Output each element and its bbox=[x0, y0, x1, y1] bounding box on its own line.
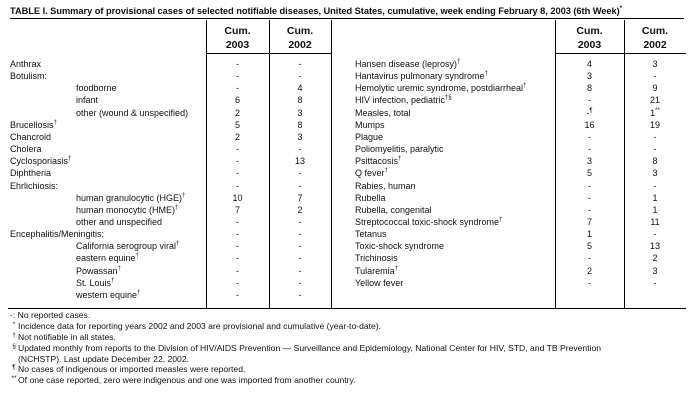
footnote-mark: † bbox=[175, 204, 179, 211]
disease-name: Botulism: bbox=[10, 71, 48, 82]
value-text: 1 bbox=[586, 229, 592, 240]
cum-2002-value bbox=[624, 94, 686, 106]
disease-label bbox=[355, 131, 383, 143]
disease-name: Tetanus bbox=[355, 229, 387, 240]
disease-name: Yellow fever bbox=[355, 277, 404, 288]
footnote bbox=[10, 375, 356, 385]
disease-label bbox=[355, 94, 452, 106]
cum-2003-value: 2 bbox=[234, 107, 240, 118]
footnote-mark: ¶ bbox=[589, 107, 593, 114]
footnote-mark: § bbox=[12, 343, 16, 350]
cum-2003-value bbox=[555, 192, 624, 204]
table-row bbox=[0, 204, 696, 216]
disease-name: Poliomyelitis, paralytic bbox=[355, 144, 444, 155]
cum-2003-value: - bbox=[236, 156, 239, 167]
table-row bbox=[0, 94, 696, 106]
table-row bbox=[0, 265, 696, 277]
cum-2003-value bbox=[555, 58, 624, 70]
footnote bbox=[10, 321, 381, 331]
footnote-mark: † bbox=[523, 83, 527, 90]
disease-name: Cyclosporiasis bbox=[10, 156, 69, 167]
disease-name: Streptococcal toxic-shock syndrome bbox=[355, 216, 500, 227]
cum-2003-value: - bbox=[236, 71, 239, 82]
footnote-mark: † bbox=[499, 216, 503, 223]
disease-name: infant bbox=[76, 95, 99, 106]
disease-name: Ehrlichiosis: bbox=[10, 180, 59, 191]
disease-name: Plague bbox=[355, 131, 384, 142]
disease-label bbox=[355, 58, 460, 70]
table-row bbox=[0, 216, 696, 228]
disease-label bbox=[355, 228, 387, 240]
footnote-text: Of one case reported, zero were indigenous and one was imported from another country. bbox=[18, 374, 356, 385]
cum-2002-value: - bbox=[298, 253, 302, 264]
disease-name: Q fever bbox=[355, 168, 385, 179]
disease-name: other and unspecified bbox=[76, 216, 163, 227]
cum-2002-value: 13 bbox=[294, 156, 305, 167]
disease-name: Toxic-shock syndrome bbox=[355, 241, 445, 252]
cum-2002-value: 8 bbox=[297, 119, 303, 130]
footnote-text: Updated monthly from reports to the Division of HIV/AIDS Prevention — Surveillance and Epidemiology, National Center for HIV, STD, and TB Prevention bbox=[18, 343, 602, 353]
cum-2003-value: - bbox=[236, 216, 239, 227]
footnote-mark: † bbox=[53, 119, 57, 126]
table-row bbox=[0, 131, 696, 143]
disease-name: Diphtheria bbox=[10, 168, 52, 179]
cum-2002-value bbox=[624, 167, 686, 179]
disease-name: foodborne bbox=[76, 83, 117, 94]
table-row bbox=[0, 70, 696, 82]
value-text: 3 bbox=[652, 265, 658, 276]
table-row bbox=[0, 192, 696, 204]
value-text: 3 bbox=[652, 168, 658, 179]
table-row bbox=[0, 119, 696, 131]
footnote-text: No cases of indigenous or imported measles were reported. bbox=[18, 364, 246, 374]
footnote-mark: † bbox=[117, 265, 121, 272]
disease-name: Powassan bbox=[76, 265, 118, 276]
cum-2003-value: - bbox=[236, 253, 239, 264]
value-text: 19 bbox=[649, 119, 660, 130]
footnote-text: Incidence data for reporting years 2002 and 2003 are provisional and cumulative (year-to-date). bbox=[18, 321, 382, 331]
cum-2003-value bbox=[555, 70, 624, 82]
header-rule-left bbox=[206, 53, 331, 54]
cum-2003-value bbox=[555, 82, 624, 94]
disease-name: Hantavirus pulmonary syndrome bbox=[355, 71, 485, 82]
disease-label bbox=[355, 155, 401, 167]
cum-2002-value bbox=[624, 107, 686, 119]
header-year: 2002 bbox=[288, 39, 312, 51]
cum-2002-value: - bbox=[298, 216, 302, 227]
value-text: - bbox=[588, 204, 591, 215]
header-year: 2003 bbox=[577, 39, 602, 51]
cum-2003-value: - bbox=[236, 277, 239, 288]
table-row bbox=[0, 167, 696, 179]
disease-label bbox=[355, 119, 385, 131]
header-year: 2002 bbox=[643, 39, 667, 51]
cum-2002-value: - bbox=[298, 289, 302, 300]
footnote-mark: † bbox=[182, 192, 186, 199]
header-cum-2003-left bbox=[206, 24, 269, 52]
cum-2003-value bbox=[555, 204, 624, 216]
disease-name: human monocytic (HME) bbox=[76, 204, 176, 215]
cum-2003-value: 5 bbox=[234, 119, 240, 130]
cum-2002-value: 8 bbox=[297, 95, 303, 106]
disease-name: California serogroup viral bbox=[76, 241, 177, 252]
footnote-mark: † bbox=[394, 265, 399, 272]
table-row bbox=[0, 240, 696, 252]
value-text: - bbox=[588, 95, 591, 106]
cum-2002-value bbox=[624, 240, 686, 252]
cum-2003-value: - bbox=[236, 144, 239, 155]
value-text: 2 bbox=[652, 253, 658, 264]
footnote-text: No reported cases. bbox=[15, 310, 91, 320]
footnote-mark: † bbox=[68, 156, 72, 163]
table-title-text: TABLE I. Summary of provisional cases of selected notifiable diseases, United States, cumulative, week ending February 8, 2003 (6th Week) bbox=[10, 6, 620, 16]
value-text: 5 bbox=[586, 241, 592, 252]
value-text: - bbox=[588, 192, 591, 203]
cum-2002-value bbox=[624, 216, 686, 228]
footnote-mark: † bbox=[457, 59, 461, 65]
value-text: 1 bbox=[650, 107, 656, 118]
table-row bbox=[0, 143, 696, 155]
value-text: 8 bbox=[652, 156, 658, 167]
disease-label bbox=[355, 216, 502, 228]
header-cum-2003-right bbox=[555, 24, 624, 52]
cum-2003-value: - bbox=[236, 265, 239, 276]
disease-name: Hemolytic uremic syndrome, postdiarrheal bbox=[355, 83, 524, 94]
value-text: - bbox=[653, 229, 657, 240]
cum-2003-value bbox=[555, 155, 624, 167]
header-cum-2002-left bbox=[269, 24, 331, 52]
table-title bbox=[10, 6, 684, 19]
cum-2002-value bbox=[624, 143, 686, 155]
cum-2002-value: - bbox=[298, 59, 302, 69]
disease-label bbox=[355, 107, 411, 119]
title-footnote-mark: * bbox=[619, 5, 622, 12]
disease-name: Cholera bbox=[10, 144, 42, 155]
value-text: 3 bbox=[652, 59, 658, 69]
cum-2002-value: 2 bbox=[297, 204, 303, 215]
disease-name: Psittacosis bbox=[355, 156, 399, 167]
cum-2002-value bbox=[624, 58, 686, 70]
table-row bbox=[0, 180, 696, 192]
value-text: - bbox=[588, 131, 591, 142]
disease-name: Encephalitis/Meningitis: bbox=[10, 229, 105, 240]
value-text: - bbox=[653, 277, 657, 288]
cum-2002-value: 7 bbox=[297, 192, 303, 203]
disease-name: Mumps bbox=[355, 119, 385, 130]
cum-2003-value: - bbox=[236, 289, 239, 300]
disease-label bbox=[355, 143, 444, 155]
disease-label bbox=[355, 240, 444, 252]
table-row bbox=[0, 107, 696, 119]
cum-2002-value bbox=[624, 252, 686, 264]
value-text: 16 bbox=[584, 119, 595, 130]
cum-2002-value bbox=[624, 155, 686, 167]
table-row bbox=[0, 277, 696, 289]
cum-2003-value bbox=[555, 119, 624, 131]
disease-name: Rubella bbox=[355, 192, 386, 203]
footnote bbox=[10, 332, 116, 342]
footnote-mark: † bbox=[111, 277, 115, 284]
table-row bbox=[0, 58, 696, 70]
cum-2002-value: 3 bbox=[297, 107, 303, 118]
footnote-mark: † bbox=[384, 168, 388, 175]
cum-2003-value bbox=[555, 252, 624, 264]
cum-2002-value: - bbox=[298, 168, 302, 179]
footnote-mark: ** bbox=[655, 107, 660, 114]
footnote-mark: †§ bbox=[445, 95, 452, 102]
value-text: - bbox=[653, 71, 657, 82]
disease-name: Trichinosis bbox=[355, 253, 398, 264]
cum-2003-value bbox=[555, 167, 624, 179]
disease-name: Chancroid bbox=[10, 131, 52, 142]
cum-2002-value: - bbox=[298, 241, 302, 252]
table-row bbox=[0, 155, 696, 167]
footnote-mark: † bbox=[12, 332, 16, 339]
value-text: 13 bbox=[649, 241, 660, 252]
disease-name: eastern equine bbox=[76, 253, 136, 264]
footnote-mark: ¶ bbox=[12, 364, 16, 371]
footnote bbox=[10, 343, 601, 353]
cum-2002-value: - bbox=[298, 180, 302, 191]
disease-label bbox=[355, 180, 416, 192]
disease-label bbox=[355, 277, 403, 289]
value-text: 7 bbox=[586, 216, 592, 227]
header-label: Cum. bbox=[286, 25, 314, 37]
cum-2003-value bbox=[555, 216, 624, 228]
table-bottom-rule bbox=[8, 308, 686, 309]
cum-2002-value bbox=[624, 228, 686, 240]
value-text: 9 bbox=[652, 83, 658, 94]
footnote-mark: † bbox=[398, 156, 402, 163]
cum-2003-value: - bbox=[236, 241, 239, 252]
disease-label bbox=[355, 70, 488, 82]
value-text: 11 bbox=[650, 216, 660, 227]
cum-2003-value: - bbox=[236, 168, 239, 179]
value-text: 8 bbox=[586, 83, 592, 94]
disease-name: other (wound & unspecified) bbox=[76, 107, 189, 118]
cum-2002-value bbox=[624, 131, 686, 143]
header-label: Cum. bbox=[224, 25, 251, 37]
cum-2003-value: - bbox=[236, 180, 239, 191]
value-text: 1 bbox=[652, 192, 658, 203]
cum-2003-value: - bbox=[236, 83, 239, 94]
value-text: - bbox=[586, 107, 590, 118]
footnote-text: (NCHSTP). Last update December 22, 2002. bbox=[18, 353, 190, 364]
footnote bbox=[10, 310, 90, 320]
cum-2003-value bbox=[555, 180, 624, 192]
value-text: 3 bbox=[586, 156, 592, 167]
table-row bbox=[0, 289, 340, 301]
cum-2003-value bbox=[555, 228, 624, 240]
cum-2002-value bbox=[624, 180, 686, 192]
cum-2003-value: 10 bbox=[232, 192, 243, 203]
cum-2002-value: - bbox=[298, 277, 302, 288]
disease-label bbox=[355, 204, 432, 216]
cum-2002-value bbox=[624, 204, 686, 216]
disease-name: Tularemia bbox=[355, 265, 395, 276]
value-text: 5 bbox=[586, 168, 592, 179]
value-text: 21 bbox=[649, 95, 660, 106]
disease-label bbox=[355, 167, 388, 179]
cum-2002-value: 4 bbox=[297, 83, 303, 94]
header-label: Cum. bbox=[576, 25, 603, 37]
disease-name: Measles, total bbox=[355, 107, 411, 118]
cum-2003-value: 6 bbox=[234, 95, 240, 106]
value-text: - bbox=[588, 277, 591, 288]
value-text: - bbox=[588, 144, 591, 155]
cum-2002-value bbox=[624, 70, 686, 82]
disease-name: human granulocytic (HGE) bbox=[76, 192, 183, 203]
cum-2002-value bbox=[624, 82, 686, 94]
cum-2002-value: - bbox=[298, 71, 302, 82]
footnote-mark: ** bbox=[11, 374, 17, 382]
footnote-mark: † bbox=[484, 71, 488, 78]
cum-2003-value bbox=[555, 265, 624, 277]
disease-label bbox=[355, 252, 398, 264]
header-rule-right bbox=[555, 53, 686, 54]
cum-2002-value: - bbox=[298, 144, 302, 155]
cum-2003-value bbox=[555, 277, 624, 289]
value-text: - bbox=[653, 144, 657, 155]
disease-name: western equine bbox=[76, 289, 138, 300]
footnote-mark: † bbox=[137, 289, 141, 296]
header-cum-2002-right bbox=[624, 24, 686, 52]
disease-name: Hansen disease (leprosy) bbox=[355, 59, 458, 69]
footnote-mark: † bbox=[135, 253, 139, 260]
cum-2003-value: 2 bbox=[234, 131, 240, 142]
cum-2003-value bbox=[555, 143, 624, 155]
disease-label bbox=[76, 289, 140, 301]
footnote bbox=[10, 364, 245, 374]
value-text: 1 bbox=[652, 204, 658, 215]
footnote bbox=[10, 354, 189, 364]
disease-name: Brucellosis bbox=[10, 119, 54, 130]
cum-2002-value: 3 bbox=[297, 131, 303, 142]
value-text: 2 bbox=[586, 265, 592, 276]
disease-label bbox=[355, 82, 526, 94]
value-text: 3 bbox=[586, 71, 592, 82]
table-row bbox=[0, 252, 696, 264]
cum-2002-value: - bbox=[298, 265, 302, 276]
disease-label bbox=[355, 265, 398, 277]
disease-name: Rabies, human bbox=[355, 180, 416, 191]
cum-2003-value bbox=[555, 131, 624, 143]
table-row bbox=[0, 82, 696, 94]
table-row bbox=[0, 228, 696, 240]
footnote-mark: * bbox=[12, 321, 16, 328]
value-text: - bbox=[653, 180, 657, 191]
value-text: - bbox=[653, 131, 657, 142]
cum-2002-value bbox=[624, 277, 686, 289]
header-year: 2003 bbox=[225, 39, 250, 51]
cum-2003-value: - bbox=[236, 229, 239, 240]
cum-2003-value: 7 bbox=[234, 204, 240, 215]
cum-2003-value bbox=[555, 94, 624, 106]
cum-2002-value bbox=[624, 265, 686, 277]
footnote-text: Not notifiable in all states. bbox=[18, 332, 116, 342]
footnote-mark: -: bbox=[10, 310, 16, 320]
cum-2003-value bbox=[555, 240, 624, 252]
cum-2002-value bbox=[624, 119, 686, 131]
value-text: - bbox=[588, 253, 591, 264]
footnote-mark: † bbox=[176, 241, 180, 248]
disease-name: Anthrax bbox=[10, 59, 42, 69]
cum-2003-value: - bbox=[236, 59, 239, 69]
cum-2002-value: - bbox=[298, 229, 302, 240]
disease-name: St. Louis bbox=[76, 277, 112, 288]
value-text: - bbox=[588, 180, 591, 191]
disease-name: HIV infection, pediatric bbox=[355, 95, 446, 106]
cum-2002-value bbox=[624, 192, 686, 204]
disease-label bbox=[355, 192, 386, 204]
value-text: 4 bbox=[586, 59, 592, 69]
disease-name: Rubella, congenital bbox=[355, 204, 432, 215]
header-label: Cum. bbox=[641, 25, 669, 37]
cum-2003-value bbox=[555, 107, 624, 119]
